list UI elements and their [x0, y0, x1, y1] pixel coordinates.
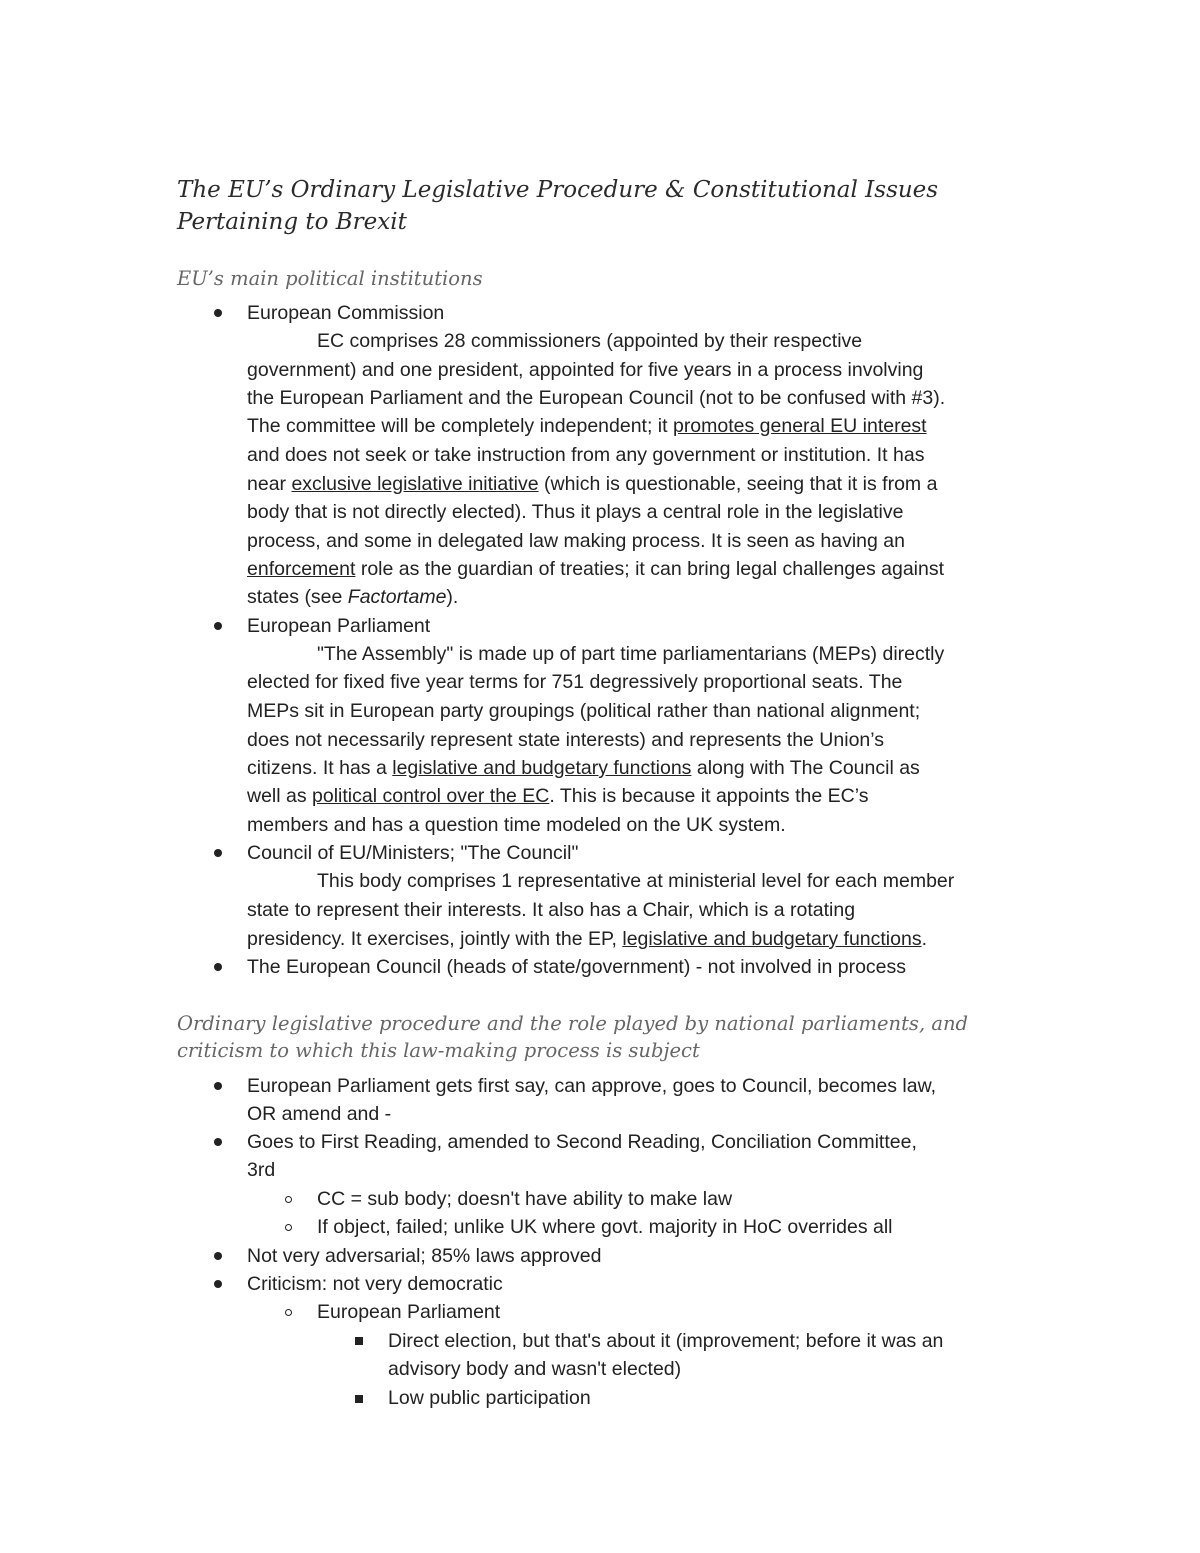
bullet-icon: [214, 1252, 222, 1260]
council-text: This body comprises 1 representative at ministerial level for each member: [317, 870, 955, 892]
hollow-bullet-icon: [285, 1309, 292, 1316]
parliament-text: elected for fixed five year terms for 751 degressively proportional seats. The: [247, 671, 903, 693]
list-item: OR amend and -: [247, 1103, 392, 1125]
commission-text: body that is not directly elected). Thus it plays a central role in the legislative: [247, 501, 904, 523]
sub-list-item: CC = sub body; doesn't have ability to make law: [317, 1188, 733, 1210]
bullet-icon: [214, 622, 222, 630]
list-item: 3rd: [247, 1159, 276, 1181]
parliament-text: members and has a question time modeled on the UK system.: [247, 814, 786, 836]
parliament-text: well as political control over the EC. This is because it appoints the EC’s: [247, 785, 869, 807]
parliament-text: "The Assembly" is made up of part time parliamentarians (MEPs) directly: [317, 643, 945, 665]
underlined-phrase: exclusive legislative initiative: [291, 473, 539, 495]
commission-text: the European Parliament and the European Council (not to be confused with #3).: [247, 387, 946, 409]
underlined-phrase: enforcement: [247, 558, 356, 580]
parliament-text: does not necessarily represent state interests) and represents the Union’s: [247, 729, 884, 751]
sub-sub-list-item: advisory body and wasn't elected): [388, 1358, 682, 1380]
parliament-text: MEPs sit in European party groupings (political rather than national alignment;: [247, 700, 921, 722]
document-title: The EU’s Ordinary Legislative Procedure & Constitutional Issues Pertaining to Brexit: [177, 177, 939, 235]
sub-sub-list-item: Direct election, but that's about it (improvement; before it was an: [388, 1330, 944, 1352]
sub-list-item: European Parliament: [317, 1301, 501, 1323]
council-label: Council of EU/Ministers; "The Council": [247, 842, 579, 864]
commission-text: states (see Factortame).: [247, 586, 459, 608]
commission-text: near exclusive legislative initiative (which is questionable, seeing that it is from a: [247, 473, 938, 495]
council-text: presidency. It exercises, jointly with the EP, legislative and budgetary functions.: [247, 928, 927, 950]
underlined-phrase: legislative and budgetary functions: [622, 928, 922, 950]
commission-text: The committee will be completely independent; it promotes general EU interest: [247, 415, 927, 437]
list-item: Not very adversarial; 85% laws approved: [247, 1245, 602, 1267]
bullet-icon: [214, 1280, 222, 1288]
bullet-icon: [214, 963, 222, 971]
commission-text: EC comprises 28 commissioners (appointed by their respective: [317, 330, 863, 352]
commission-text: enforcement role as the guardian of treaties; it can bring legal challenges against: [247, 558, 945, 580]
european-council-item: The European Council (heads of state/government) - not involved in process: [247, 956, 907, 978]
parliament-label: European Parliament: [247, 615, 431, 637]
underlined-phrase: political control over the EC: [312, 785, 550, 807]
bullet-icon: [214, 309, 222, 317]
square-bullet-icon: [355, 1337, 363, 1345]
sub-sub-list-item: Low public participation: [388, 1387, 591, 1409]
underlined-phrase: promotes general EU interest: [672, 415, 927, 437]
council-text: state to represent their interests. It also has a Chair, which is a rotating: [247, 899, 856, 921]
list-item: European Parliament gets first say, can approve, goes to Council, becomes law,: [247, 1075, 937, 1097]
commission-text: and does not seek or take instruction from any government or institution. It has: [247, 444, 925, 466]
commission-text: process, and some in delegated law making process. It is seen as having an: [247, 530, 905, 552]
bullet-icon: [214, 849, 222, 857]
bullet-icon: [214, 1138, 222, 1146]
hollow-bullet-icon: [285, 1196, 292, 1203]
parliament-text: citizens. It has a legislative and budgetary functions along with The Council as: [247, 757, 920, 779]
underlined-phrase: legislative and budgetary functions: [392, 757, 692, 779]
list-item: Criticism: not very democratic: [247, 1273, 503, 1295]
commission-text: government) and one president, appointed for five years in a process involving: [247, 359, 924, 381]
section-heading-procedure: Ordinary legislative procedure and the role played by national parliaments, and criticism to which this law-making process is subject: [177, 1012, 969, 1062]
sub-list-item: If object, failed; unlike UK where govt. majority in HoC overrides all: [317, 1216, 893, 1238]
commission-label: European Commission: [247, 302, 445, 324]
hollow-bullet-icon: [285, 1224, 292, 1231]
square-bullet-icon: [355, 1395, 363, 1403]
list-item: Goes to First Reading, amended to Second Reading, Conciliation Committee,: [247, 1131, 917, 1153]
bullet-icon: [214, 1082, 222, 1090]
section-heading-institutions: EU’s main political institutions: [177, 267, 483, 290]
